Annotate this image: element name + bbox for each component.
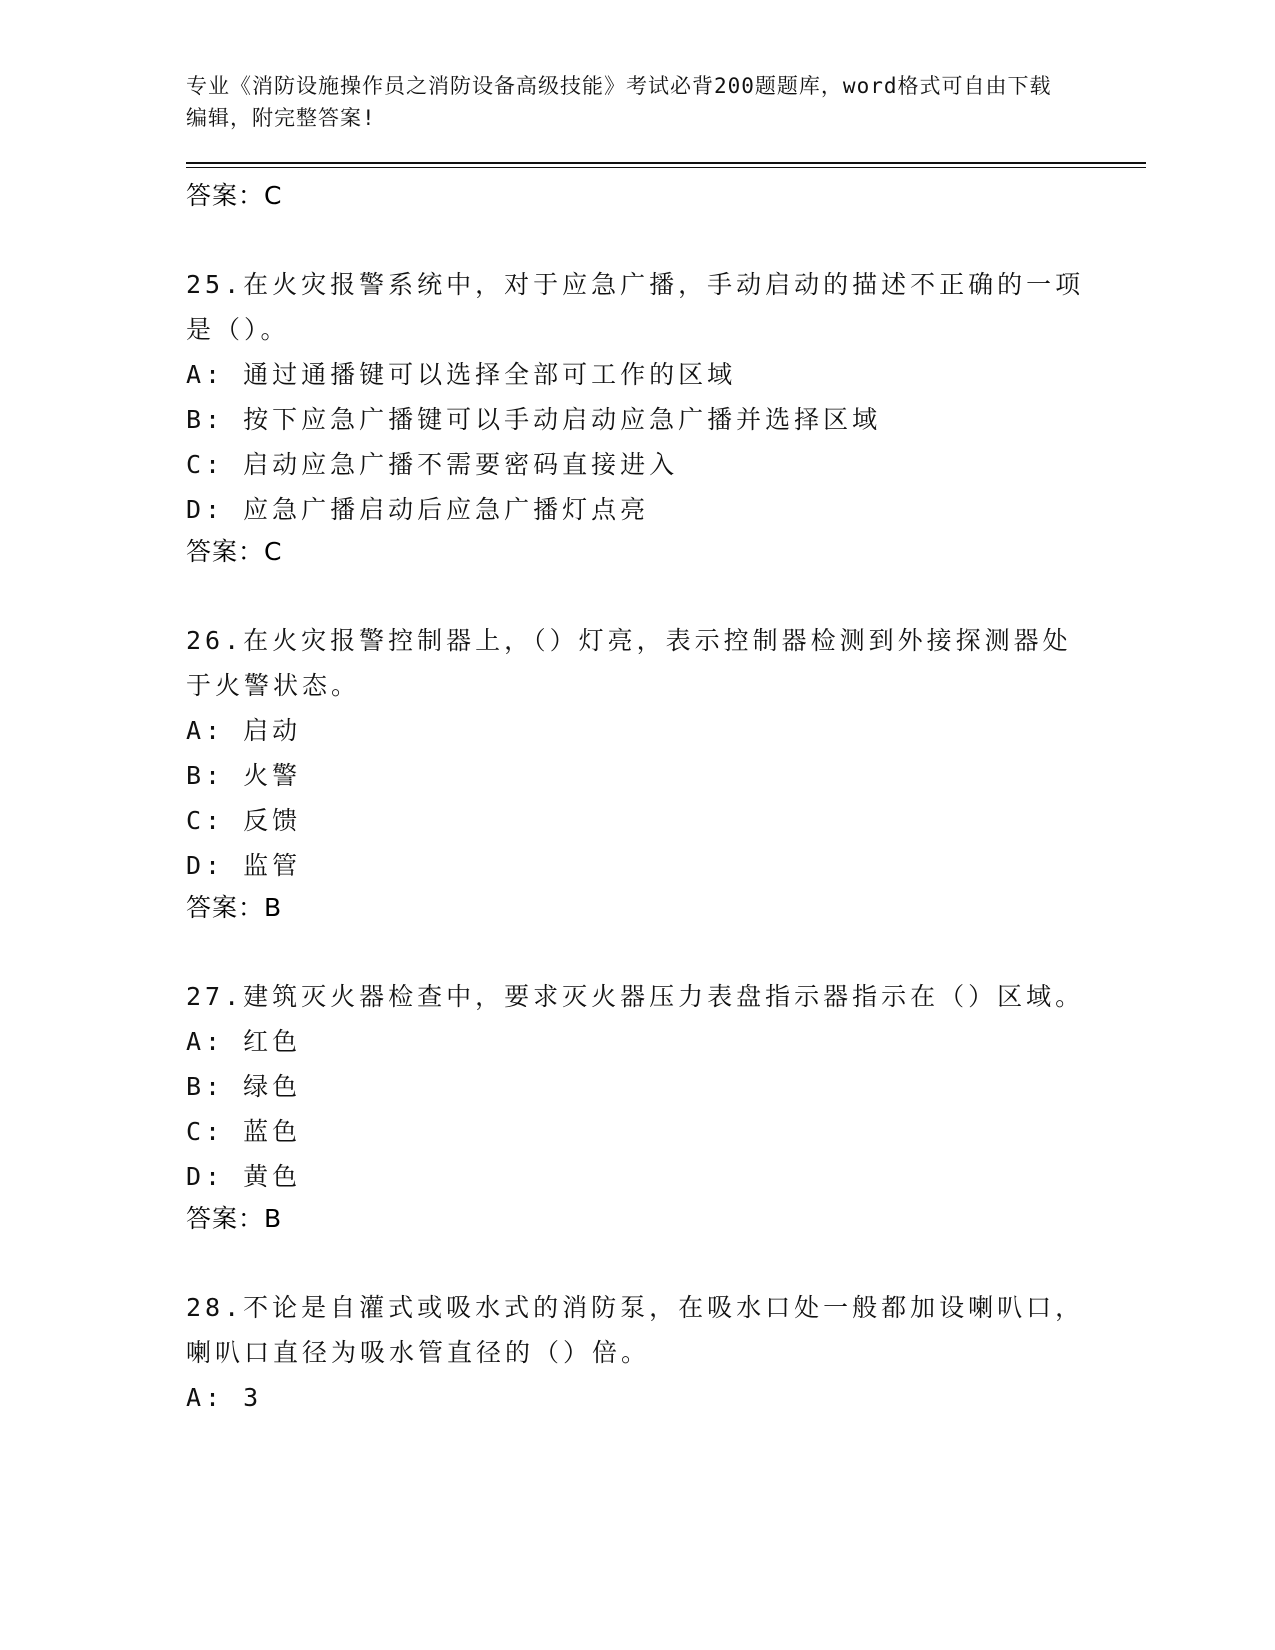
question-28: [186, 1285, 1146, 1420]
question-27: [186, 974, 1146, 1239]
option-d: D: 黄色: [186, 1162, 302, 1191]
option-c: C: 蓝色: [186, 1117, 302, 1146]
question-stem: 25.在火灾报警系统中，对于应急广播，手动启动的描述不正确的一项是（）。: [186, 270, 1085, 344]
answer-label: 答案：B: [186, 893, 283, 922]
question-stem: 26.在火灾报警控制器上，（）灯亮，表示控制器检测到外接探测器处于火警状态。: [186, 626, 1072, 700]
answer-label: 答案：C: [186, 537, 283, 566]
question-stem: 28.不论是自灌式或吸水式的消防泵，在吸水口处一般都加设喇叭口，喇叭口直径为吸水管直径的（）倍。: [186, 1293, 1085, 1367]
option-b: B: 按下应急广播键可以手动启动应急广播并选择区域: [186, 405, 882, 434]
option-a: A: 红色: [186, 1027, 302, 1056]
document-page: [186, 70, 1146, 1420]
option-d: D: 应急广播启动后应急广播灯点亮: [186, 495, 650, 524]
document-header: 专业《消防设施操作员之消防设备高级技能》考试必背200题题库，word格式可自由下载编辑，附完整答案!: [186, 74, 1052, 130]
option-b: B: 火警: [186, 761, 302, 790]
question-26: [186, 618, 1146, 928]
header-divider: [186, 162, 1146, 168]
question-stem: 27.建筑灭火器检查中，要求灭火器压力表盘指示器指示在（）区域。: [186, 982, 1085, 1011]
option-c: C: 反馈: [186, 806, 302, 835]
option-b: B: 绿色: [186, 1072, 302, 1101]
option-a: A: 3: [186, 1383, 263, 1412]
question-25: [186, 262, 1146, 572]
answer-label: 答案：B: [186, 1204, 283, 1233]
option-c: C: 启动应急广播不需要密码直接进入: [186, 450, 679, 479]
option-a: A: 启动: [186, 716, 302, 745]
option-d: D: 监管: [186, 851, 302, 880]
answer-label: 答案：C: [186, 181, 283, 210]
option-a: A: 通过通播键可以选择全部可工作的区域: [186, 360, 737, 389]
